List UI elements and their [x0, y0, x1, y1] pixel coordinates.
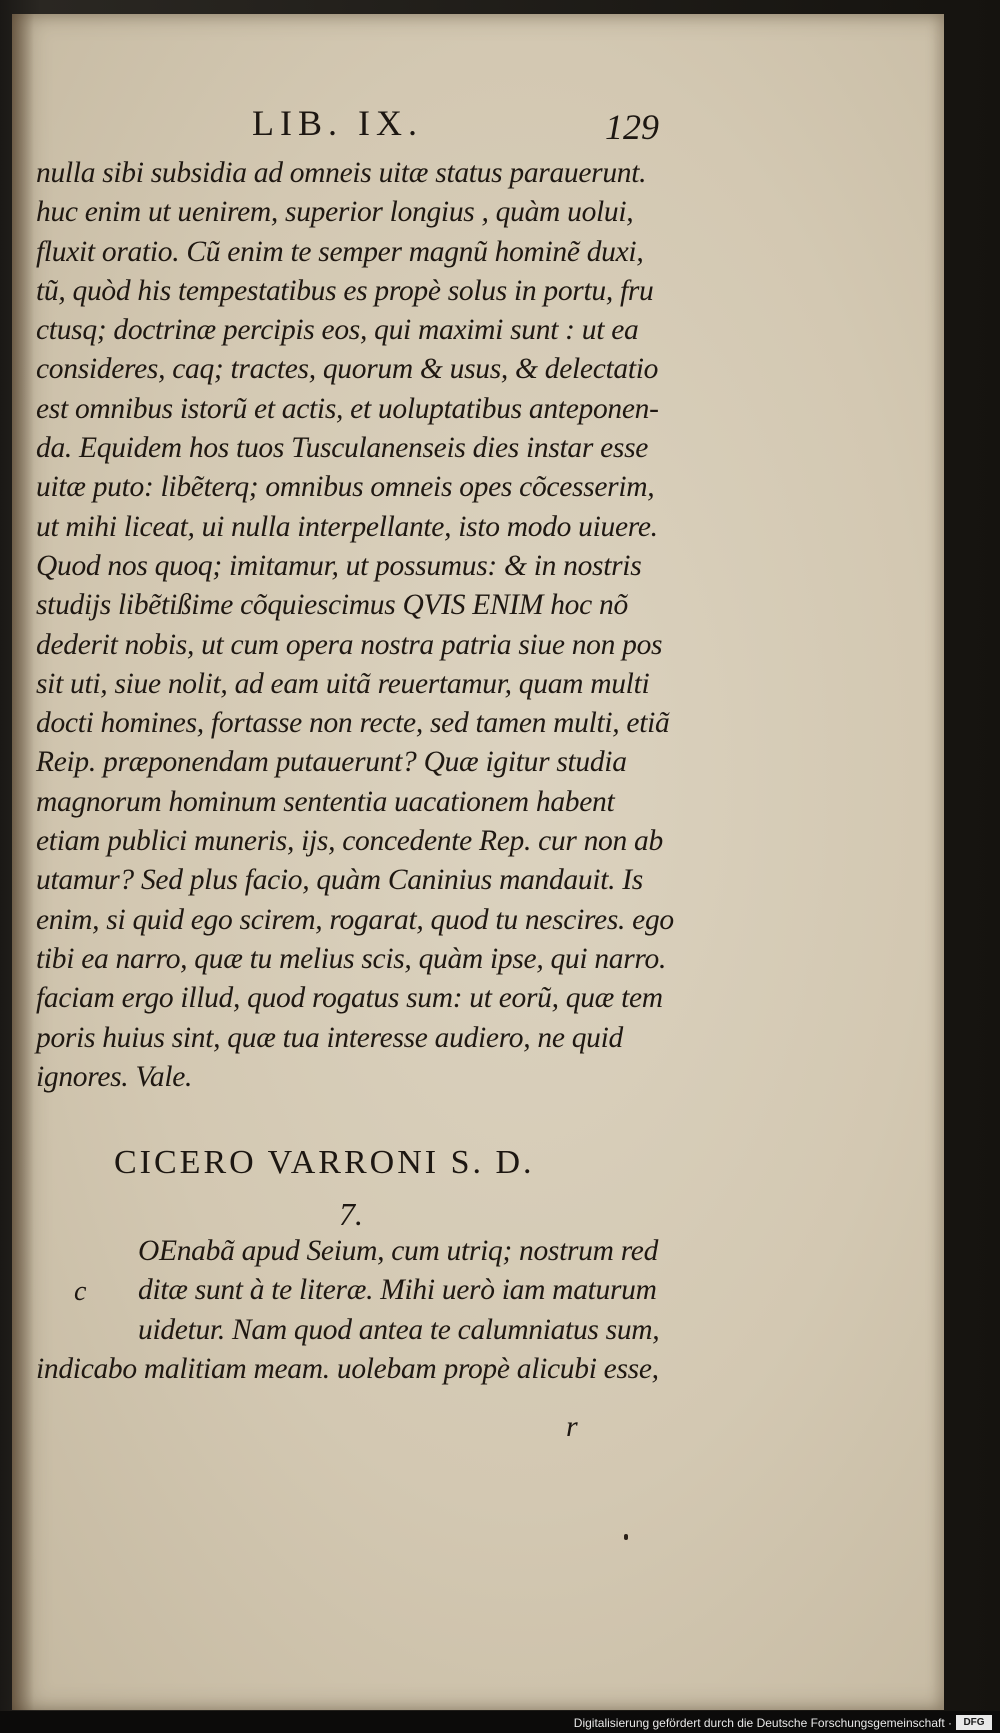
- letter-heading: CICERO VARRONI S. D.: [114, 1144, 535, 1181]
- text-line: da. Equidem hos tuos Tusculanenseis dies instar esse: [36, 432, 649, 465]
- text-line: Quod nos quoq; imitamur, ut possumus: & in nostris: [36, 549, 642, 582]
- signature-mark: r: [566, 1410, 578, 1443]
- page-number: 129: [605, 107, 659, 147]
- text-line: ignores. Vale.: [36, 1060, 193, 1093]
- gutter-shadow: [12, 14, 34, 1710]
- margin-note: c: [74, 1276, 87, 1307]
- ink-speck: [624, 1534, 628, 1540]
- text-line: ut mihi liceat, ui nulla interpellante, isto modo uiuere.: [36, 510, 658, 543]
- text-line: sit uti, siue nolit, ad eam uitã reuertamur, quam multi: [36, 667, 650, 700]
- text-line: docti homines, fortasse non recte, sed tamen multi, etiã: [36, 707, 670, 740]
- text-line: faciam ergo illud, quod rogatus sum: ut eorũ, quæ tem: [36, 982, 663, 1015]
- running-head: [12, 102, 944, 152]
- footer-bar: [0, 1711, 1000, 1733]
- text-line: nulla sibi subsidia ad omneis uitæ status parauerunt.: [36, 157, 647, 189]
- letter-body: [36, 1232, 716, 1389]
- text-line: tũ, quòd his tempestatibus es propè solus in portu, fru: [36, 274, 654, 307]
- letter-line: indicabo malitiam meam. uolebam propè alicubi esse,: [36, 1352, 659, 1385]
- text-line: ctusq; doctrinæ percipis eos, qui maximi sunt : ut ea: [36, 314, 639, 347]
- book-page: [12, 14, 944, 1710]
- text-line: tibi ea narro, quæ tu melius scis, quàm ipse, qui narro.: [36, 942, 667, 975]
- text-line: enim, si quid ego scirem, rogarat, quod tu nescires. ego: [36, 903, 674, 936]
- text-line: etiam publici muneris, ijs, concedente Rep. cur non ab: [36, 825, 663, 858]
- letter-line: ditæ sunt à te literæ. Mihi uerò iam maturum: [138, 1274, 657, 1307]
- letter-line: OEnabã apud Seium, cum utriq; nostrum red: [138, 1235, 659, 1267]
- body-text: [36, 154, 716, 1097]
- text-line: uitæ puto: libẽterq; omnibus omneis opes cõcesserim,: [36, 471, 655, 504]
- text-line: magnorum hominum sententia uacationem habent: [36, 785, 615, 818]
- text-line: huc enim ut uenirem, superior longius , quàm uolui,: [36, 196, 634, 229]
- text-line: studijs libẽtißime cõquiescimus QVIS ENIM hoc nõ: [36, 589, 628, 622]
- text-line: Reip. præponendam putauerunt? Quæ igitur studia: [36, 746, 627, 779]
- running-title: LIB. IX.: [252, 103, 423, 143]
- text-line: fluxit oratio. Cũ enim te semper magnũ hominẽ duxi,: [36, 235, 644, 268]
- text-line: utamur? Sed plus facio, quàm Caninius mandauit. Is: [36, 864, 643, 897]
- dfg-logo: DFG: [956, 1715, 992, 1730]
- text-line: consideres, caq; tractes, quorum & usus, & delectatio: [36, 353, 659, 386]
- funding-credit: Digitalisierung gefördert durch die Deutsche Forschungsgemeinschaft ·: [573, 1716, 952, 1730]
- letter-number: 7.: [339, 1196, 363, 1232]
- text-line: poris huius sint, quæ tua interesse audiero, ne quid: [36, 1021, 623, 1054]
- text-line: dederit nobis, ut cum opera nostra patria siue non pos: [36, 628, 663, 661]
- text-line: est omnibus istorũ et actis, et uoluptatibus anteponen-: [36, 392, 659, 425]
- letter-line: uidetur. Nam quod antea te calumniatus sum,: [138, 1313, 660, 1346]
